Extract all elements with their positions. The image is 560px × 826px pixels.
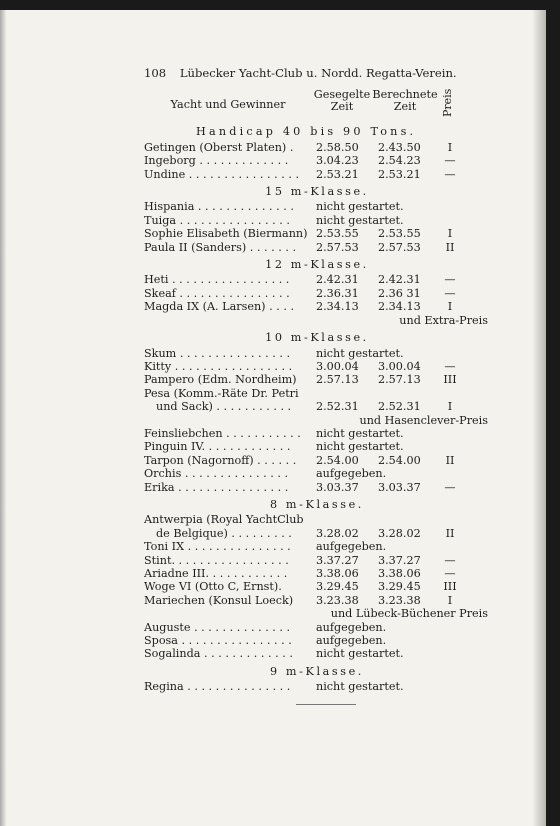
result-row <box>144 427 490 440</box>
running-head-title: Lübecker Yacht-Club u. Nordd. Regatta-Verein. <box>179 66 457 80</box>
result-row <box>144 567 490 580</box>
sailed-time: 3.28.02 <box>316 526 359 540</box>
result-row <box>144 273 490 286</box>
prize-value: — <box>444 553 456 567</box>
calculated-time: 3.29.45 <box>378 580 421 594</box>
sailed-time: 2.53.55 <box>316 227 359 241</box>
yacht-name: Pesa (Komm.-Räte Dr. Petri <box>144 386 299 400</box>
section-title: 15 m-Klasse. <box>265 185 369 199</box>
yacht-name: Paula II (Sanders) . . . . . . . <box>144 240 297 254</box>
sailed-time: 2.57.53 <box>316 240 359 254</box>
prize-value: — <box>444 154 456 168</box>
prize-value: — <box>444 286 456 300</box>
yacht-name: Skum . . . . . . . . . . . . . . . . <box>144 346 291 360</box>
result-row <box>144 300 490 313</box>
status-text: nicht gestartet. <box>316 680 404 694</box>
sailed-time: 2.57.13 <box>316 373 359 387</box>
calculated-time: 2.54.23 <box>378 154 421 168</box>
class-section <box>144 185 490 254</box>
status-text: nicht gestartet. <box>316 426 404 440</box>
extra-prize-note: und Extra-Preis <box>399 313 488 327</box>
calculated-time: 2.53.55 <box>378 227 421 241</box>
book-page <box>0 10 546 826</box>
result-row <box>144 360 490 373</box>
calculated-time: 2.36 31 <box>378 286 421 300</box>
yacht-name: Erika . . . . . . . . . . . . . . . . <box>144 480 289 494</box>
result-row-line1 <box>144 387 490 400</box>
result-row <box>144 214 490 227</box>
column-header-calculated-time <box>372 89 438 121</box>
prize-value: — <box>444 359 456 373</box>
calculated-time: 3.03.37 <box>378 480 421 494</box>
yacht-name: Hispania . . . . . . . . . . . . . . <box>144 200 294 214</box>
prize-value: II <box>445 240 455 254</box>
class-section <box>144 498 490 661</box>
prize-value: I <box>447 593 453 607</box>
calculated-time: 2.54.00 <box>378 453 421 467</box>
result-row <box>144 287 490 300</box>
result-row <box>144 454 490 467</box>
result-row <box>144 680 490 693</box>
calculated-time: 2.52.31 <box>378 400 421 414</box>
sailed-time: 3.23.38 <box>316 593 359 607</box>
status-text: nicht gestartet. <box>316 213 404 227</box>
yacht-name: Feinsliebchen . . . . . . . . . . . <box>144 426 301 440</box>
status-text: aufgegeben. <box>316 467 387 481</box>
calculated-time: 2.43.50 <box>378 140 421 154</box>
yacht-name: Pinguin IV. . . . . . . . . . . . . <box>144 440 291 454</box>
calculated-time: 3.23.38 <box>378 593 421 607</box>
status-text: nicht gestartet. <box>316 647 404 661</box>
prize-value: I <box>447 140 453 154</box>
page-gutter <box>0 10 6 826</box>
result-row <box>144 440 490 453</box>
yacht-name: Mariechen (Konsul Loeck) <box>144 593 294 607</box>
result-row <box>144 227 490 240</box>
prize-value: I <box>447 300 453 314</box>
result-row <box>144 647 490 660</box>
page-content <box>144 67 490 705</box>
sailed-time: 2.34.13 <box>316 300 359 314</box>
result-row <box>144 200 490 213</box>
calculated-time: 3.00.04 <box>378 359 421 373</box>
column-header-prize <box>438 89 462 121</box>
yacht-name: Ariadne III. . . . . . . . . . . . <box>144 567 288 580</box>
result-row <box>144 241 490 254</box>
sailed-time: 3.03.37 <box>316 480 359 494</box>
yacht-name: Auguste . . . . . . . . . . . . . . <box>144 620 291 634</box>
yacht-name: Kitty . . . . . . . . . . . . . . . . . <box>144 359 293 373</box>
section-title: 9 m-Klasse. <box>270 664 364 678</box>
column-header-yacht: Yacht und Gewinner <box>170 98 286 112</box>
calculated-time: 2.53.21 <box>378 167 421 181</box>
yacht-name: Sophie Elisabeth (Biermann) <box>144 227 308 241</box>
running-head <box>144 67 490 80</box>
column-header-sailed-time <box>312 89 372 121</box>
result-row <box>144 154 490 167</box>
result-row <box>144 481 490 494</box>
section-title: 10 m-Klasse. <box>265 331 369 345</box>
result-row <box>144 594 490 607</box>
prize-value: III <box>443 580 457 594</box>
sailed-line2: Zeit <box>330 100 354 114</box>
yacht-name: Stint. . . . . . . . . . . . . . . . . <box>144 553 289 567</box>
sailed-time: 2.53.21 <box>316 167 359 181</box>
yacht-name: Undine . . . . . . . . . . . . . . . . <box>144 167 299 181</box>
sailed-time: 2.36.31 <box>316 286 359 300</box>
column-headers <box>144 89 490 121</box>
prize-value: — <box>444 480 456 494</box>
result-row <box>144 554 490 567</box>
sailed-time: 3.37.27 <box>316 553 359 567</box>
result-row <box>144 527 490 540</box>
yacht-name: Antwerpia (Royal YachtClub <box>144 513 304 527</box>
yacht-name: Ingeborg . . . . . . . . . . . . . <box>144 154 289 168</box>
sailed-line1: Gesegelte <box>313 88 371 102</box>
result-row <box>144 580 490 593</box>
class-section <box>144 331 490 494</box>
calculated-time: 2.34.13 <box>378 300 421 314</box>
prize-label: Preis <box>441 89 454 118</box>
sailed-time: 2.54.00 <box>316 453 359 467</box>
class-section <box>144 258 490 327</box>
sailed-time: 2.58.50 <box>316 140 359 154</box>
prize-value: II <box>445 453 455 467</box>
status-text: aufgegeben. <box>316 620 387 634</box>
result-row <box>144 141 490 154</box>
yacht-name: Toni IX . . . . . . . . . . . . . . . <box>144 540 291 554</box>
prize-value: — <box>444 567 456 580</box>
class-section <box>144 125 490 181</box>
prize-value: I <box>447 227 453 241</box>
result-row <box>144 400 490 413</box>
status-text: aufgegeben. <box>316 540 387 554</box>
yacht-name: Regina . . . . . . . . . . . . . . . <box>144 680 291 694</box>
yacht-name: Getingen (Oberst Platen) . <box>144 140 294 154</box>
yacht-name: Tarpon (Nagornoff) . . . . . . <box>144 453 297 467</box>
calc-line2: Zeit <box>393 100 417 114</box>
calculated-time: 2.57.13 <box>378 373 421 387</box>
calculated-time: 3.38.06 <box>378 567 421 580</box>
yacht-name: Orchis . . . . . . . . . . . . . . . <box>144 467 288 481</box>
calc-line1: Berechnete <box>372 88 438 102</box>
sailed-time: 2.52.31 <box>316 400 359 414</box>
sailed-time: 3.04.23 <box>316 154 359 168</box>
section-title: 8 m-Klasse. <box>270 497 364 511</box>
prize-value: — <box>444 167 456 181</box>
end-rule <box>296 704 356 705</box>
yacht-name: Sposa . . . . . . . . . . . . . . . . <box>144 634 292 648</box>
results-sections <box>144 125 490 693</box>
prize-value: III <box>443 373 457 387</box>
result-row <box>144 540 490 553</box>
page-number: 108 <box>144 66 167 80</box>
yacht-name: Woge VI (Otto C, Ernst). <box>144 580 282 594</box>
status-text: nicht gestartet. <box>316 346 404 360</box>
yacht-name: Heti . . . . . . . . . . . . . . . . . <box>144 273 290 287</box>
section-title: Handicap 40 bis 90 Tons. <box>196 125 417 139</box>
calculated-time: 3.28.02 <box>378 526 421 540</box>
result-row <box>144 168 490 181</box>
status-text: nicht gestartet. <box>316 440 404 454</box>
status-text: nicht gestartet. <box>316 200 404 214</box>
result-row <box>144 373 490 386</box>
yacht-name: Magda IX (A. Larsen) . . . . <box>144 300 294 314</box>
calculated-time: 2.42.31 <box>378 273 421 287</box>
result-row-line1 <box>144 513 490 526</box>
extra-prize-note: und Hasenclever-Preis <box>359 413 488 427</box>
result-row <box>144 347 490 360</box>
result-row <box>144 621 490 634</box>
class-section <box>144 665 490 694</box>
yacht-name: Tuiga . . . . . . . . . . . . . . . . <box>144 213 290 227</box>
sailed-time: 3.38.06 <box>316 567 359 580</box>
prize-value: II <box>445 526 455 540</box>
prize-value: I <box>447 400 453 414</box>
extra-prize-note: und Lübeck-Büchener Preis <box>330 607 488 621</box>
section-title: 12 m-Klasse. <box>265 258 369 272</box>
yacht-name: und Sack) . . . . . . . . . . . <box>156 400 292 414</box>
prize-value: — <box>444 273 456 287</box>
calculated-time: 3.37.27 <box>378 553 421 567</box>
calculated-time: 2.57.53 <box>378 240 421 254</box>
yacht-name: Skeaf . . . . . . . . . . . . . . . . <box>144 286 290 300</box>
yacht-name: Sogalinda . . . . . . . . . . . . . <box>144 647 293 661</box>
yacht-name: de Belgique) . . . . . . . . . <box>156 526 292 540</box>
result-row <box>144 634 490 647</box>
yacht-name: Pampero (Edm. Nordheim) <box>144 373 297 387</box>
status-text: aufgegeben. <box>316 634 387 648</box>
sailed-time: 2.42.31 <box>316 273 359 287</box>
result-row <box>144 467 490 480</box>
sailed-time: 3.29.45 <box>316 580 359 594</box>
sailed-time: 3.00.04 <box>316 359 359 373</box>
